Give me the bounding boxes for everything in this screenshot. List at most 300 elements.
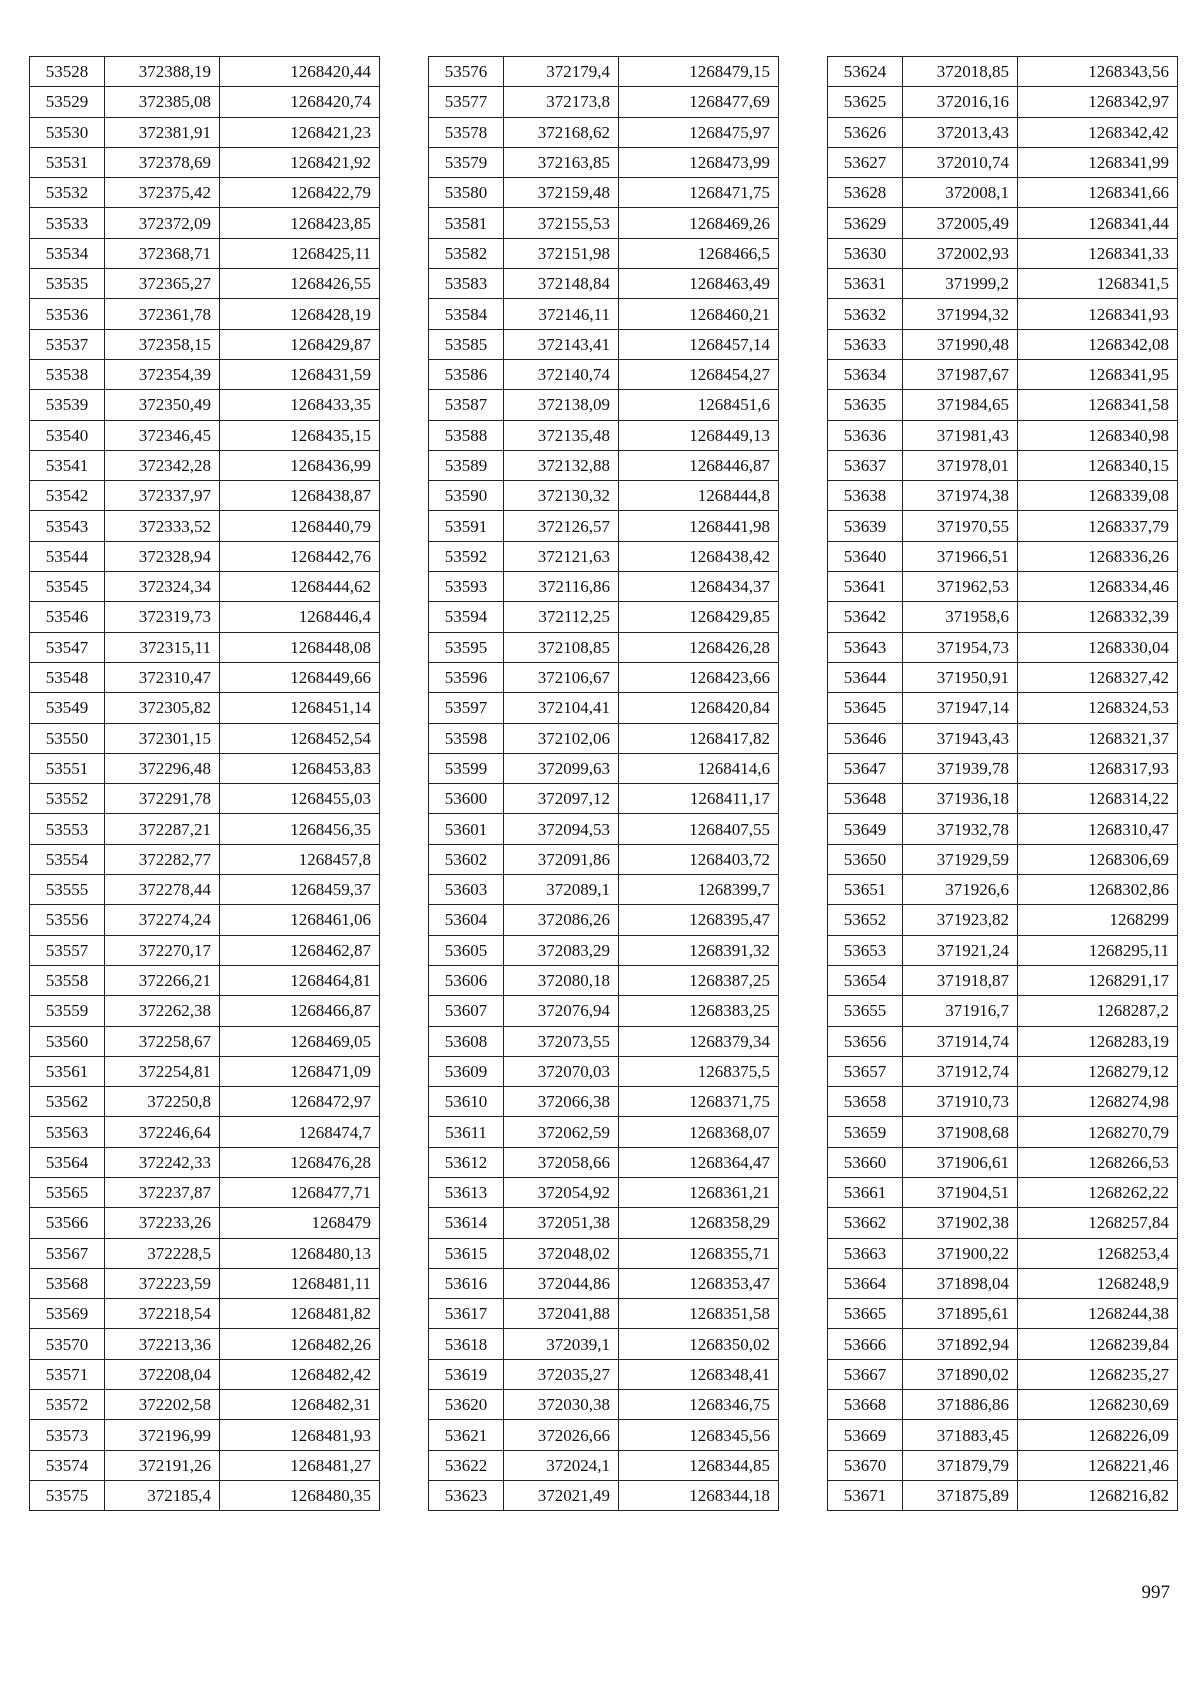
- table-row: [828, 117, 1178, 147]
- point-id-cell: 53550: [30, 723, 105, 753]
- table-row: [828, 572, 1178, 602]
- y-coordinate-cell: 1268355,71: [619, 1238, 779, 1268]
- point-id-cell: 53663: [828, 1238, 903, 1268]
- point-id-cell: 53650: [828, 844, 903, 874]
- y-coordinate-cell: 1268471,09: [220, 1056, 380, 1086]
- x-coordinate-cell: 371970,55: [903, 511, 1018, 541]
- point-id-cell: 53592: [429, 541, 504, 571]
- table-row: [30, 723, 380, 753]
- y-coordinate-cell: 1268340,15: [1018, 450, 1178, 480]
- x-coordinate-cell: 372010,74: [903, 147, 1018, 177]
- x-coordinate-cell: 371914,74: [903, 1026, 1018, 1056]
- table-row: [30, 481, 380, 511]
- point-id-cell: 53632: [828, 299, 903, 329]
- y-coordinate-cell: 1268433,35: [220, 390, 380, 420]
- page-number: 997: [1141, 1582, 1170, 1603]
- table-row: [828, 753, 1178, 783]
- x-coordinate-cell: 372026,66: [504, 1420, 619, 1450]
- x-coordinate-cell: 371962,53: [903, 572, 1018, 602]
- table-row: [30, 662, 380, 692]
- y-coordinate-cell: 1268342,42: [1018, 117, 1178, 147]
- point-id-cell: 53664: [828, 1268, 903, 1298]
- table-row: [429, 1390, 779, 1420]
- table-row: [429, 1268, 779, 1298]
- y-coordinate-cell: 1268336,26: [1018, 541, 1178, 571]
- point-id-cell: 53538: [30, 359, 105, 389]
- y-coordinate-cell: 1268344,18: [619, 1480, 779, 1510]
- point-id-cell: 53569: [30, 1299, 105, 1329]
- point-id-cell: 53532: [30, 178, 105, 208]
- point-id-cell: 53660: [828, 1147, 903, 1177]
- table-row: [30, 784, 380, 814]
- point-id-cell: 53530: [30, 117, 105, 147]
- point-id-cell: 53636: [828, 420, 903, 450]
- point-id-cell: 53595: [429, 632, 504, 662]
- point-id-cell: 53598: [429, 723, 504, 753]
- point-id-cell: 53642: [828, 602, 903, 632]
- table-row: [30, 1420, 380, 1450]
- table-row: [429, 905, 779, 935]
- table-row: [429, 1329, 779, 1359]
- x-coordinate-cell: 371958,6: [903, 602, 1018, 632]
- x-coordinate-cell: 372324,34: [105, 572, 220, 602]
- x-coordinate-cell: 372196,99: [105, 1420, 220, 1450]
- table-row: [30, 1056, 380, 1086]
- point-id-cell: 53557: [30, 935, 105, 965]
- table-row: [30, 572, 380, 602]
- point-id-cell: 53620: [429, 1390, 504, 1420]
- x-coordinate-cell: 372080,18: [504, 965, 619, 995]
- point-id-cell: 53560: [30, 1026, 105, 1056]
- x-coordinate-cell: 371943,43: [903, 723, 1018, 753]
- point-id-cell: 53631: [828, 269, 903, 299]
- point-id-cell: 53541: [30, 450, 105, 480]
- table-row: [30, 844, 380, 874]
- point-id-cell: 53589: [429, 450, 504, 480]
- y-coordinate-cell: 1268429,85: [619, 602, 779, 632]
- x-coordinate-cell: 372048,02: [504, 1238, 619, 1268]
- table-row: [828, 87, 1178, 117]
- point-id-cell: 53587: [429, 390, 504, 420]
- table-row: [429, 1177, 779, 1207]
- y-coordinate-cell: 1268471,75: [619, 178, 779, 208]
- table-row: [828, 965, 1178, 995]
- y-coordinate-cell: 1268262,22: [1018, 1177, 1178, 1207]
- table-row: [828, 1299, 1178, 1329]
- table-row: [30, 602, 380, 632]
- x-coordinate-cell: 371906,61: [903, 1147, 1018, 1177]
- table-row: [429, 1238, 779, 1268]
- table-row: [429, 87, 779, 117]
- table-row: [828, 1147, 1178, 1177]
- x-coordinate-cell: 372254,81: [105, 1056, 220, 1086]
- point-id-cell: 53659: [828, 1117, 903, 1147]
- y-coordinate-cell: 1268351,58: [619, 1299, 779, 1329]
- y-coordinate-cell: 1268341,5: [1018, 269, 1178, 299]
- point-id-cell: 53653: [828, 935, 903, 965]
- y-coordinate-cell: 1268341,44: [1018, 208, 1178, 238]
- table-row: [828, 1238, 1178, 1268]
- table-row: [429, 996, 779, 1026]
- table-row: [429, 450, 779, 480]
- y-coordinate-cell: 1268463,49: [619, 269, 779, 299]
- table-row: [30, 1359, 380, 1389]
- y-coordinate-cell: 1268444,62: [220, 572, 380, 602]
- point-id-cell: 53613: [429, 1177, 504, 1207]
- point-id-cell: 53612: [429, 1147, 504, 1177]
- table-row: [429, 844, 779, 874]
- table-row: [828, 905, 1178, 935]
- x-coordinate-cell: 371990,48: [903, 329, 1018, 359]
- table-row: [429, 1359, 779, 1389]
- x-coordinate-cell: 372266,21: [105, 965, 220, 995]
- table-row: [429, 1208, 779, 1238]
- point-id-cell: 53576: [429, 57, 504, 87]
- point-id-cell: 53535: [30, 269, 105, 299]
- y-coordinate-cell: 1268353,47: [619, 1268, 779, 1298]
- x-coordinate-cell: 372005,49: [903, 208, 1018, 238]
- y-coordinate-cell: 1268239,84: [1018, 1329, 1178, 1359]
- point-id-cell: 53543: [30, 511, 105, 541]
- y-coordinate-cell: 1268473,99: [619, 147, 779, 177]
- table-row: [429, 511, 779, 541]
- x-coordinate-cell: 372372,09: [105, 208, 220, 238]
- table-row: [429, 723, 779, 753]
- table-row: [828, 602, 1178, 632]
- y-coordinate-cell: 1268480,13: [220, 1238, 380, 1268]
- y-coordinate-cell: 1268481,82: [220, 1299, 380, 1329]
- y-coordinate-cell: 1268479: [220, 1208, 380, 1238]
- table-row: [30, 178, 380, 208]
- x-coordinate-cell: 372051,38: [504, 1208, 619, 1238]
- x-coordinate-cell: 372094,53: [504, 814, 619, 844]
- point-id-cell: 53627: [828, 147, 903, 177]
- x-coordinate-cell: 371978,01: [903, 450, 1018, 480]
- table-row: [30, 1177, 380, 1207]
- y-coordinate-cell: 1268461,06: [220, 905, 380, 935]
- y-coordinate-cell: 1268466,5: [619, 238, 779, 268]
- point-id-cell: 53644: [828, 662, 903, 692]
- y-coordinate-cell: 1268454,27: [619, 359, 779, 389]
- y-coordinate-cell: 1268344,85: [619, 1450, 779, 1480]
- point-id-cell: 53537: [30, 329, 105, 359]
- x-coordinate-cell: 371921,24: [903, 935, 1018, 965]
- table-row: [429, 1420, 779, 1450]
- table-row: [30, 996, 380, 1026]
- x-coordinate-cell: 372237,87: [105, 1177, 220, 1207]
- x-coordinate-cell: 372013,43: [903, 117, 1018, 147]
- point-id-cell: 53575: [30, 1480, 105, 1510]
- table-row: [828, 147, 1178, 177]
- x-coordinate-cell: 372337,97: [105, 481, 220, 511]
- point-id-cell: 53591: [429, 511, 504, 541]
- x-coordinate-cell: 372086,26: [504, 905, 619, 935]
- y-coordinate-cell: 1268345,56: [619, 1420, 779, 1450]
- y-coordinate-cell: 1268420,74: [220, 87, 380, 117]
- y-coordinate-cell: 1268440,79: [220, 511, 380, 541]
- x-coordinate-cell: 371939,78: [903, 753, 1018, 783]
- table-row: [30, 269, 380, 299]
- x-coordinate-cell: 371916,7: [903, 996, 1018, 1026]
- table-row: [30, 420, 380, 450]
- y-coordinate-cell: 1268399,7: [619, 875, 779, 905]
- y-coordinate-cell: 1268248,9: [1018, 1268, 1178, 1298]
- point-id-cell: 53608: [429, 1026, 504, 1056]
- y-coordinate-cell: 1268421,92: [220, 147, 380, 177]
- y-coordinate-cell: 1268482,26: [220, 1329, 380, 1359]
- x-coordinate-cell: 371890,02: [903, 1359, 1018, 1389]
- table-row: [429, 359, 779, 389]
- y-coordinate-cell: 1268441,98: [619, 511, 779, 541]
- point-id-cell: 53577: [429, 87, 504, 117]
- table-row: [828, 1329, 1178, 1359]
- point-id-cell: 53654: [828, 965, 903, 995]
- x-coordinate-cell: 372262,38: [105, 996, 220, 1026]
- coordinate-table-3: [827, 56, 1178, 1511]
- point-id-cell: 53669: [828, 1420, 903, 1450]
- point-id-cell: 53561: [30, 1056, 105, 1086]
- x-coordinate-cell: 372278,44: [105, 875, 220, 905]
- point-id-cell: 53670: [828, 1450, 903, 1480]
- x-coordinate-cell: 371912,74: [903, 1056, 1018, 1086]
- table-row: [828, 935, 1178, 965]
- point-id-cell: 53563: [30, 1117, 105, 1147]
- y-coordinate-cell: 1268481,27: [220, 1450, 380, 1480]
- x-coordinate-cell: 372368,71: [105, 238, 220, 268]
- point-id-cell: 53548: [30, 662, 105, 692]
- table-row: [828, 784, 1178, 814]
- x-coordinate-cell: 371900,22: [903, 1238, 1018, 1268]
- point-id-cell: 53539: [30, 390, 105, 420]
- x-coordinate-cell: 372130,32: [504, 481, 619, 511]
- x-coordinate-cell: 371886,86: [903, 1390, 1018, 1420]
- table-row: [828, 1268, 1178, 1298]
- table-row: [30, 1238, 380, 1268]
- y-coordinate-cell: 1268449,13: [619, 420, 779, 450]
- coordinate-table-body: [828, 57, 1178, 1511]
- point-id-cell: 53531: [30, 147, 105, 177]
- y-coordinate-cell: 1268339,08: [1018, 481, 1178, 511]
- point-id-cell: 53637: [828, 450, 903, 480]
- table-row: [828, 390, 1178, 420]
- table-row: [828, 693, 1178, 723]
- coordinate-table-1: [29, 56, 380, 1511]
- y-coordinate-cell: 1268226,09: [1018, 1420, 1178, 1450]
- y-coordinate-cell: 1268452,54: [220, 723, 380, 753]
- x-coordinate-cell: 371932,78: [903, 814, 1018, 844]
- y-coordinate-cell: 1268466,87: [220, 996, 380, 1026]
- y-coordinate-cell: 1268460,21: [619, 299, 779, 329]
- table-row: [30, 57, 380, 87]
- table-row: [828, 1208, 1178, 1238]
- point-id-cell: 53570: [30, 1329, 105, 1359]
- point-id-cell: 53604: [429, 905, 504, 935]
- table-row: [429, 814, 779, 844]
- x-coordinate-cell: 371879,79: [903, 1450, 1018, 1480]
- point-id-cell: 53667: [828, 1359, 903, 1389]
- y-coordinate-cell: 1268379,34: [619, 1026, 779, 1056]
- table-row: [30, 511, 380, 541]
- point-id-cell: 53629: [828, 208, 903, 238]
- x-coordinate-cell: 372202,58: [105, 1390, 220, 1420]
- point-id-cell: 53581: [429, 208, 504, 238]
- y-coordinate-cell: 1268477,71: [220, 1177, 380, 1207]
- point-id-cell: 53665: [828, 1299, 903, 1329]
- table-row: [429, 178, 779, 208]
- point-id-cell: 53605: [429, 935, 504, 965]
- x-coordinate-cell: 372179,4: [504, 57, 619, 87]
- table-row: [828, 1420, 1178, 1450]
- x-coordinate-cell: 372058,66: [504, 1147, 619, 1177]
- x-coordinate-cell: 372062,59: [504, 1117, 619, 1147]
- point-id-cell: 53617: [429, 1299, 504, 1329]
- y-coordinate-cell: 1268423,85: [220, 208, 380, 238]
- table-row: [429, 1117, 779, 1147]
- table-row: [828, 359, 1178, 389]
- x-coordinate-cell: 372024,1: [504, 1450, 619, 1480]
- table-row: [828, 238, 1178, 268]
- point-id-cell: 53559: [30, 996, 105, 1026]
- point-id-cell: 53628: [828, 178, 903, 208]
- table-row: [30, 905, 380, 935]
- x-coordinate-cell: 372070,03: [504, 1056, 619, 1086]
- point-id-cell: 53652: [828, 905, 903, 935]
- table-row: [30, 299, 380, 329]
- y-coordinate-cell: 1268330,04: [1018, 632, 1178, 662]
- point-id-cell: 53540: [30, 420, 105, 450]
- table-row: [30, 147, 380, 177]
- point-id-cell: 53588: [429, 420, 504, 450]
- y-coordinate-cell: 1268449,66: [220, 662, 380, 692]
- point-id-cell: 53606: [429, 965, 504, 995]
- table-row: [429, 753, 779, 783]
- table-row: [828, 420, 1178, 450]
- x-coordinate-cell: 372246,64: [105, 1117, 220, 1147]
- y-coordinate-cell: 1268317,93: [1018, 753, 1178, 783]
- y-coordinate-cell: 1268343,56: [1018, 57, 1178, 87]
- point-id-cell: 53638: [828, 481, 903, 511]
- point-id-cell: 53580: [429, 178, 504, 208]
- table-row: [828, 1450, 1178, 1480]
- y-coordinate-cell: 1268342,97: [1018, 87, 1178, 117]
- y-coordinate-cell: 1268291,17: [1018, 965, 1178, 995]
- table-row: [828, 511, 1178, 541]
- point-id-cell: 53544: [30, 541, 105, 571]
- x-coordinate-cell: 371875,89: [903, 1480, 1018, 1510]
- coordinate-table-body: [429, 57, 779, 1511]
- x-coordinate-cell: 372146,11: [504, 299, 619, 329]
- y-coordinate-cell: 1268420,84: [619, 693, 779, 723]
- y-coordinate-cell: 1268411,17: [619, 784, 779, 814]
- x-coordinate-cell: 372106,67: [504, 662, 619, 692]
- point-id-cell: 53564: [30, 1147, 105, 1177]
- table-row: [30, 1087, 380, 1117]
- point-id-cell: 53584: [429, 299, 504, 329]
- table-row: [429, 147, 779, 177]
- point-id-cell: 53599: [429, 753, 504, 783]
- y-coordinate-cell: 1268429,87: [220, 329, 380, 359]
- coordinate-table-body: [30, 57, 380, 1511]
- y-coordinate-cell: 1268295,11: [1018, 935, 1178, 965]
- x-coordinate-cell: 371929,59: [903, 844, 1018, 874]
- point-id-cell: 53558: [30, 965, 105, 995]
- table-row: [828, 632, 1178, 662]
- table-row: [828, 1359, 1178, 1389]
- table-row: [828, 996, 1178, 1026]
- table-row: [429, 1299, 779, 1329]
- point-id-cell: 53624: [828, 57, 903, 87]
- point-id-cell: 53671: [828, 1480, 903, 1510]
- y-coordinate-cell: 1268341,95: [1018, 359, 1178, 389]
- table-row: [429, 875, 779, 905]
- table-row: [429, 602, 779, 632]
- table-row: [828, 1117, 1178, 1147]
- x-coordinate-cell: 371908,68: [903, 1117, 1018, 1147]
- y-coordinate-cell: 1268340,98: [1018, 420, 1178, 450]
- table-row: [429, 299, 779, 329]
- point-id-cell: 53616: [429, 1268, 504, 1298]
- point-id-cell: 53607: [429, 996, 504, 1026]
- y-coordinate-cell: 1268321,37: [1018, 723, 1178, 753]
- point-id-cell: 53635: [828, 390, 903, 420]
- table-row: [429, 390, 779, 420]
- table-row: [30, 1450, 380, 1480]
- table-row: [429, 57, 779, 87]
- y-coordinate-cell: 1268426,55: [220, 269, 380, 299]
- x-coordinate-cell: 372143,41: [504, 329, 619, 359]
- point-id-cell: 53610: [429, 1087, 504, 1117]
- y-coordinate-cell: 1268435,15: [220, 420, 380, 450]
- y-coordinate-cell: 1268341,33: [1018, 238, 1178, 268]
- x-coordinate-cell: 372213,36: [105, 1329, 220, 1359]
- y-coordinate-cell: 1268287,2: [1018, 996, 1178, 1026]
- x-coordinate-cell: 372135,48: [504, 420, 619, 450]
- table-row: [30, 1480, 380, 1510]
- y-coordinate-cell: 1268253,4: [1018, 1238, 1178, 1268]
- table-row: [828, 814, 1178, 844]
- y-coordinate-cell: 1268446,4: [220, 602, 380, 632]
- x-coordinate-cell: 372319,73: [105, 602, 220, 632]
- y-coordinate-cell: 1268436,99: [220, 450, 380, 480]
- x-coordinate-cell: 372073,55: [504, 1026, 619, 1056]
- x-coordinate-cell: 372191,26: [105, 1450, 220, 1480]
- x-coordinate-cell: 372016,16: [903, 87, 1018, 117]
- y-coordinate-cell: 1268221,46: [1018, 1450, 1178, 1480]
- y-coordinate-cell: 1268457,14: [619, 329, 779, 359]
- point-id-cell: 53657: [828, 1056, 903, 1086]
- y-coordinate-cell: 1268469,05: [220, 1026, 380, 1056]
- table-row: [429, 693, 779, 723]
- y-coordinate-cell: 1268431,59: [220, 359, 380, 389]
- x-coordinate-cell: 372132,88: [504, 450, 619, 480]
- x-coordinate-cell: 372089,1: [504, 875, 619, 905]
- table-row: [30, 117, 380, 147]
- y-coordinate-cell: 1268274,98: [1018, 1087, 1178, 1117]
- table-row: [30, 1147, 380, 1177]
- point-id-cell: 53625: [828, 87, 903, 117]
- point-id-cell: 53542: [30, 481, 105, 511]
- x-coordinate-cell: 372030,38: [504, 1390, 619, 1420]
- table-row: [429, 572, 779, 602]
- y-coordinate-cell: 1268479,15: [619, 57, 779, 87]
- y-coordinate-cell: 1268350,02: [619, 1329, 779, 1359]
- x-coordinate-cell: 372112,25: [504, 602, 619, 632]
- y-coordinate-cell: 1268472,97: [220, 1087, 380, 1117]
- x-coordinate-cell: 372097,12: [504, 784, 619, 814]
- y-coordinate-cell: 1268346,75: [619, 1390, 779, 1420]
- table-row: [429, 632, 779, 662]
- x-coordinate-cell: 372054,92: [504, 1177, 619, 1207]
